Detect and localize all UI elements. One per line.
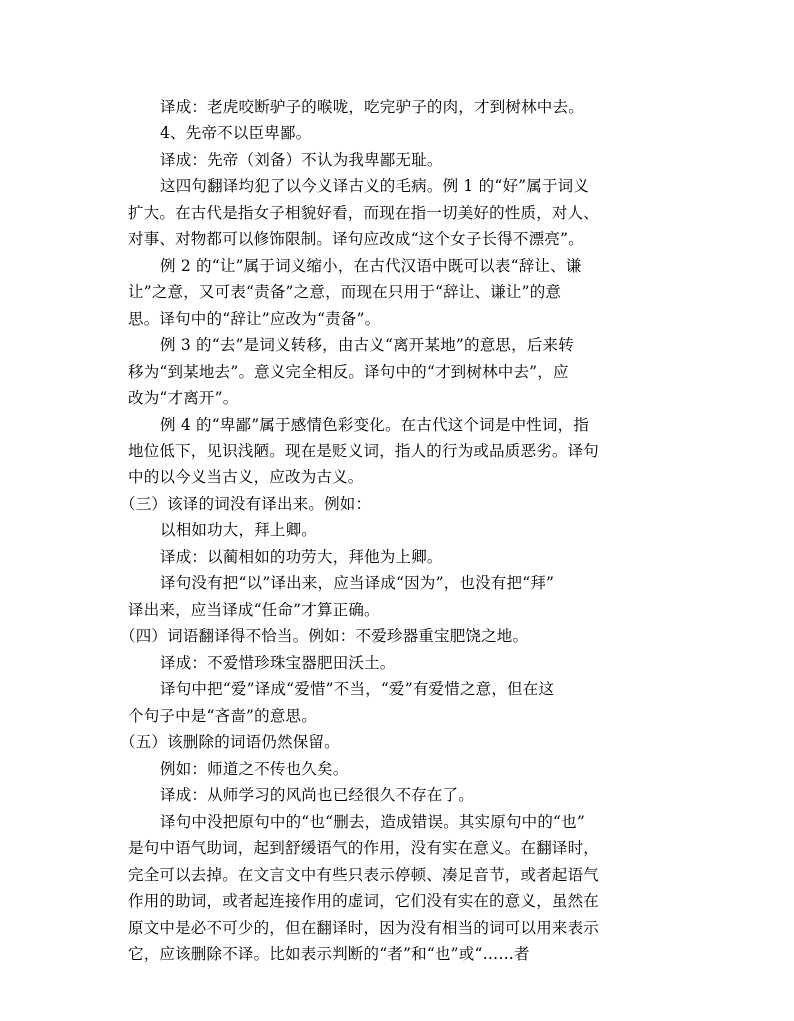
text-line: 译成：老虎咬断驴子的喉咙，吃完驴子的肉，才到树林中去。: [160, 98, 584, 116]
section-heading: （五）该删除的词语仍然保留。: [120, 733, 340, 751]
text-line: 这四句翻译均犯了以今义译古义的毛病。例 1 的“好”属于词义: [160, 177, 590, 195]
text-line: 对事、对物都可以修饰限制。译句应改成“这个女子长得不漂亮”。: [128, 230, 584, 248]
text-line: 原文中是必不可少的，但在翻译时，因为没有相当的词可以用来表示: [128, 919, 600, 937]
text-line: 思。译句中的“辞让”应改为“责备”。: [128, 310, 381, 328]
text-line: 以相如功大，拜上卿。: [160, 521, 318, 539]
text-line: 译出来，应当译成“任命”才算正确。: [128, 601, 380, 619]
text-line: 译成：先帝（刘备）不认为我卑鄙无耻。: [160, 151, 443, 169]
text-line: 例 3 的“去”是词义转移，由古义“离开某地”的意思，后来转: [160, 336, 574, 354]
text-line: 移为“到某地去”。意义完全相反。译句中的“才到树林中去”，应: [128, 363, 569, 381]
text-line: 完全可以去掉。在文言文中有些只表示停顿、凑足音节，或者起语气: [128, 866, 600, 884]
text-line: 例 4 的“卑鄙”属于感情色彩变化。在古代这个词是中性词，指: [160, 416, 590, 434]
text-line: 中的以今义当古义，应改为古义。: [128, 468, 364, 486]
text-line: 例如：师道之不传也久矣。: [160, 760, 349, 778]
text-line: 译成：从师学习的风尚也已经很久不存在了。: [160, 786, 475, 804]
text-line: 译句中把“爱”译成“爱惜”不当，“爱”有爱惜之意，但在这: [160, 680, 555, 698]
text-line: 个句子中是“吝啬”的意思。: [128, 707, 317, 725]
section-heading: （四）词语翻译得不恰当。例如：不爱珍器重宝肥饶之地。: [120, 627, 529, 645]
text-line: 扩大。在古代是指女子相貌好看，而现在指一切美好的性质，对人、: [128, 204, 600, 222]
text-line: 4、先帝不以臣卑鄙。: [160, 124, 312, 142]
text-line: 让”之意，又可表“责备”之意，而现在只用于“辞让、谦让”的意: [128, 283, 562, 301]
text-line: 译句没有把“以”译出来，应当译成“因为”，也没有把“拜”: [160, 574, 555, 592]
text-line: 译成：以蔺相如的功劳大，拜他为上卿。: [160, 548, 443, 566]
text-line: 改为“才离开”。: [128, 389, 239, 407]
text-line: 作用的助词，或者起连接作用的虚词，它们没有实在的意义，虽然在: [128, 892, 600, 910]
text-line: 地位低下，见识浅陋。现在是贬义词，指人的行为或品质恶劣。译句: [128, 442, 600, 460]
text-line: 译成：不爱惜珍珠宝器肥田沃土。: [160, 654, 396, 672]
section-heading: （三）该译的词没有译出来。例如：: [120, 495, 372, 513]
text-line: 它，应该删除不译。比如表示判断的“者”和“也”或“……者: [128, 945, 530, 963]
text-line: 译句中没把原句中的“也“删去，造成错误。其实原句中的“也”: [160, 813, 585, 831]
text-line: 例 2 的“让”属于词义缩小，在古代汉语中既可以表“辞让、谦: [160, 257, 582, 275]
text-line: 是句中语气助词，起到舒缓语气的作用，没有实在意义。在翻译时，: [128, 839, 600, 857]
